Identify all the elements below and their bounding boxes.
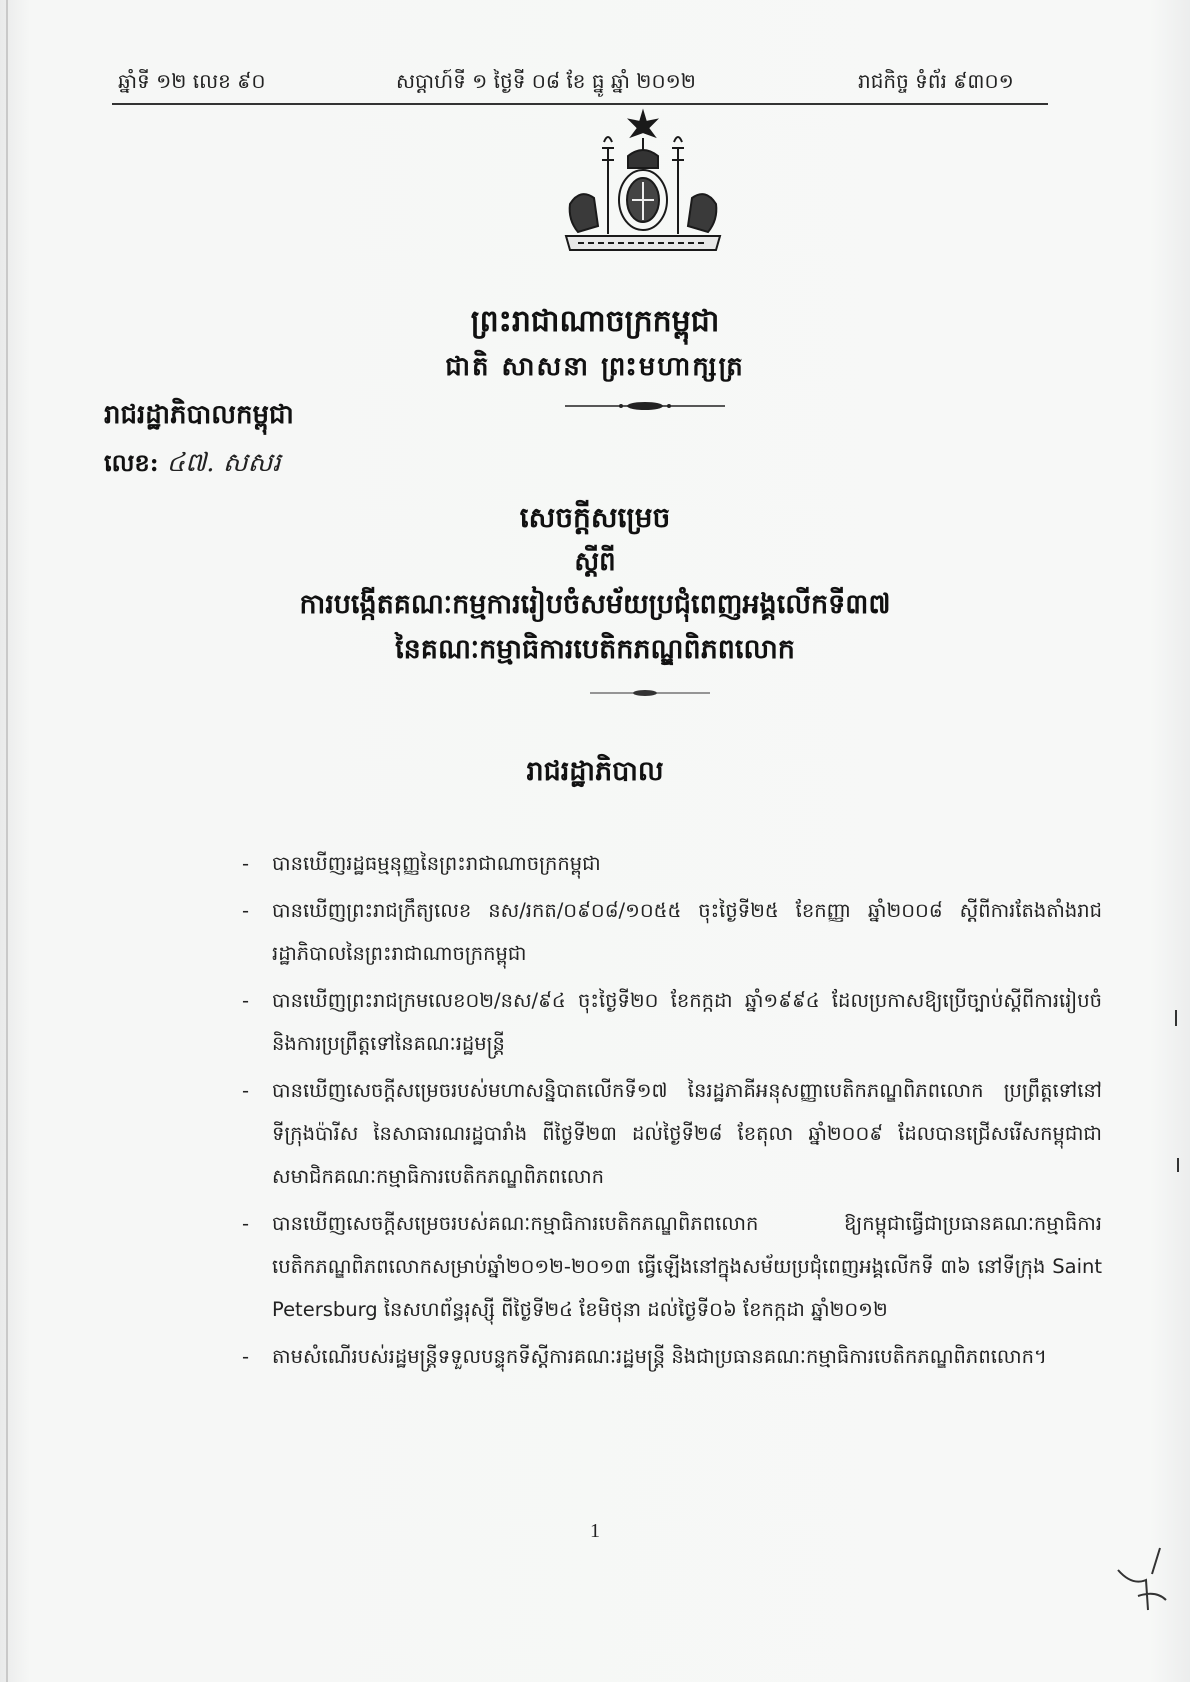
decision-number [104,446,294,484]
decision-number-handwritten: ៤៧. សសរ [166,448,281,478]
clause-text: បានឃើញសេចក្តីសម្រេចរបស់គណៈកម្មាធិការបេតិកភណ្ឌពិភពលោក ឱ្យកម្ពុជាធ្វើជាប្រធានគណៈកម្មាធិការបេតិកភណ្ឌពិភពលោកសម្រាប់ឆ្នាំ២០១២-២០១៣ ធ្វើឡើងនៅក្នុងសម័យប្រជុំពេញអង្គលើកទី ៣៦ នៅទីក្រុង Saint Petersburg នៃសហព័ន្ធរុស្ស៊ី ពីថ្ងៃទី២៤ ខែមិថុនា ដល់ថ្ងៃទី០៦ ខែកក្កដា ឆ្នាំ២០១២ [272,1212,1102,1321]
issuer-name: រាជរដ្ឋាភិបាលកម្ពុជា [104,400,294,430]
kingdom-motto: ជាតិ សាសនា ព្រះមហាក្សត្រ [445,352,745,382]
margin-mark [1177,1158,1179,1172]
page-number: 1 [590,1520,600,1542]
list-item: - បានឃើញព្រះរាជក្រឹត្យលេខ នស/រកត/០៩០៨/១០៥៥ ចុះថ្ងៃទី២៥ ខែកញ្ញា ឆ្នាំ២០០៨ ស្តីពីការតែងតាំងរាជរដ្ឋាភិបាលនៃព្រះរាជាណាចក្រកម្ពុជា [242,899,1102,965]
list-item: - តាមសំណើរបស់រដ្ឋមន្ត្រីទទួលបន្ទុកទីស្តីការគណៈរដ្ឋមន្ត្រី និងជាប្រធានគណៈកម្មាធិការបេតិកភណ្ឌពិភពលោក។ [242,1345,1047,1368]
authority-heading: រាជរដ្ឋាភិបាល [526,756,664,787]
list-item: - បានឃើញព្រះរាជក្រមលេខ០២/នស/៩៤ ចុះថ្ងៃទី២០ ខែកក្កដា ឆ្នាំ១៩៩៤ ដែលប្រកាសឱ្យប្រើច្បាប់ស្តីពីការរៀបចំនិងការប្រព្រឹត្តទៅនៃគណៈរដ្ឋមន្ត្រី [242,989,1102,1055]
gazette-header [118,68,1048,98]
margin-mark [1175,1010,1177,1026]
ornament-divider [565,398,725,414]
decision-subject-line-2: នៃគណៈកម្មាធិការបេតិកភណ្ឌពិភពលោក [395,634,795,665]
clause-text: បានឃើញព្រះរាជក្រមលេខ០២/នស/៩៤ ចុះថ្ងៃទី២០ ខែកក្កដា ឆ្នាំ១៩៩៤ ដែលប្រកាសឱ្យប្រើច្បាប់ស្តីពីការរៀបចំនិងការប្រព្រឹត្តទៅនៃគណៈរដ្ឋមន្ត្រី [272,989,1102,1055]
royal-coat-of-arms-icon [558,108,728,268]
gazette-date: សប្តាហ៍ទី ១ ថ្ងៃទី ០៨ ខែ ធ្នូ ឆ្នាំ ២០១២ [396,69,696,93]
clause-text: បានឃើញរដ្ឋធម្មនុញ្ញនៃព្រះរាជាណាចក្រកម្ពុជា [272,852,601,875]
list-item: - បានឃើញសេចក្តីសម្រេចរបស់មហាសន្និបាតលើកទី១៧ នៃរដ្ឋភាគីអនុសញ្ញាបេតិកភណ្ឌពិភពលោក ប្រព្រឹត្តទៅនៅទីក្រុងប៉ារីស នៃសាធារណរដ្ឋបារាំង ពីថ្ងៃទី២៣ ដល់ថ្ងៃទី២៨ ខែតុលា ឆ្នាំ២០០៩ ដែលបានជ្រើសរើសកម្ពុជាជាសមាជិកគណៈកម្មាធិការបេតិកភណ្ឌពិភពលោក [242,1079,1102,1188]
clause-text: តាមសំណើរបស់រដ្ឋមន្ត្រីទទួលបន្ទុកទីស្តីការគណៈរដ្ឋមន្ត្រី និងជាប្រធានគណៈកម្មាធិការបេតិកភណ្ឌពិភពលោក។ [272,1345,1047,1368]
preamble-clauses [242,842,1102,1382]
ornament-divider-small [590,687,710,699]
decision-number-label: លេខ: [104,448,159,477]
list-item: - បានឃើញរដ្ឋធម្មនុញ្ញនៃព្រះរាជាណាចក្រកម្ពុជា [242,852,601,875]
kingdom-name: ព្រះរាជាណាចក្រកម្ពុជា [470,304,720,339]
clause-text: បានឃើញសេចក្តីសម្រេចរបស់មហាសន្និបាតលើកទី១៧ នៃរដ្ឋភាគីអនុសញ្ញាបេតិកភណ្ឌពិភពលោក ប្រព្រឹត្តទៅនៅទីក្រុងប៉ារីស នៃសាធារណរដ្ឋបារាំង ពីថ្ងៃទី២៣ ដល់ថ្ងៃទី២៨ ខែតុលា ឆ្នាំ២០០៩ ដែលបានជ្រើសរើសកម្ពុជាជាសមាជិកគណៈកម្មាធិការបេតិកភណ្ឌពិភពលោក [272,1079,1102,1188]
clause-text: បានឃើញព្រះរាជក្រឹត្យលេខ នស/រកត/០៩០៨/១០៥៥ ចុះថ្ងៃទី២៥ ខែកញ្ញា ឆ្នាំ២០០៨ ស្តីពីការតែងតាំងរាជរដ្ឋាភិបាលនៃព្រះរាជាណាចក្រកម្ពុជា [272,899,1102,965]
gazette-issue: ឆ្នាំទី ១២ លេខ ៩០ [118,69,266,93]
list-item: - បានឃើញសេចក្តីសម្រេចរបស់គណៈកម្មាធិការបេតិកភណ្ឌពិភពលោក ឱ្យកម្ពុជាធ្វើជាប្រធានគណៈកម្មាធិការបេតិកភណ្ឌពិភពលោកសម្រាប់ឆ្នាំ២០១២-២០១៣ ធ្វើឡើងនៅក្នុងសម័យប្រជុំពេញអង្គលើកទី ៣៦ នៅទីក្រុង Saint Petersburg នៃសហព័ន្ធរុស្ស៊ី ពីថ្ងៃទី២៤ ខែមិថុនា ដល់ថ្ងៃទី០៦ ខែកក្កដា ឆ្នាំ២០១២ [242,1212,1102,1321]
decision-subject-line-1: ការបង្កើតគណៈកម្មការរៀបចំសម័យប្រជុំពេញអង្គលើកទី៣៧ [299,589,891,620]
scan-edge [6,0,8,1682]
initials-signature-mark [1108,1540,1178,1620]
decision-title: សេចក្តីសម្រេច [519,501,671,534]
gazette-page-number: រាជកិច្ច ទំព័រ ៩៣០១ [858,69,1014,93]
decision-subject-prefix: ស្តីពី [574,547,616,577]
issuer-block [104,398,294,484]
header-divider [112,103,1048,105]
